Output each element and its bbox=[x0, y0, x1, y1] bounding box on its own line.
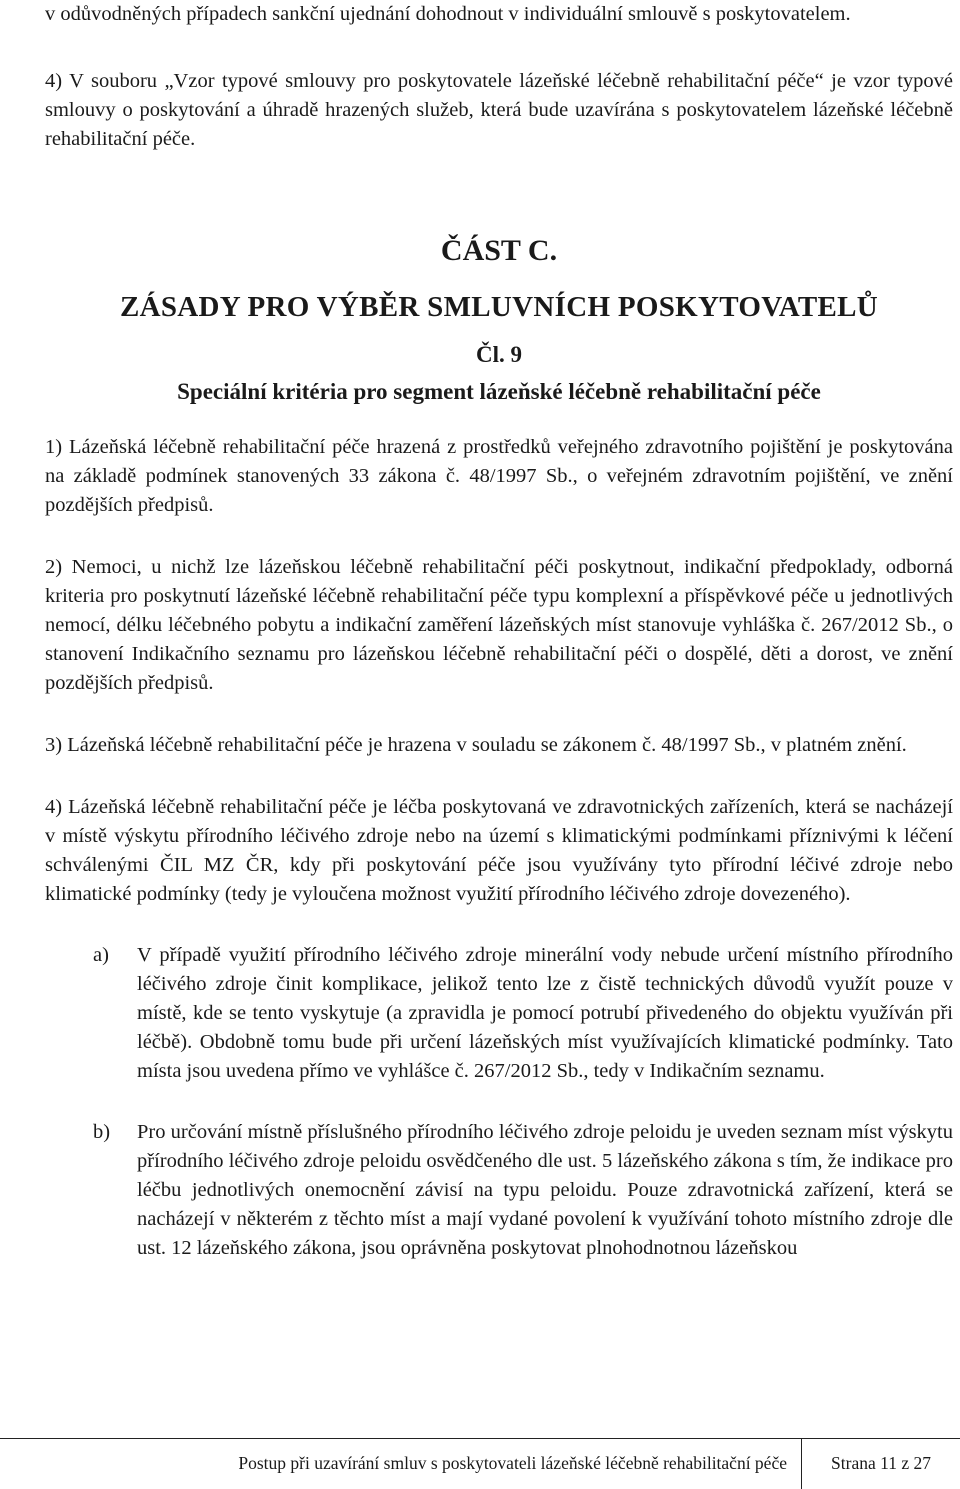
article-number: Čl. 9 bbox=[476, 342, 522, 367]
sub-item-b bbox=[93, 1118, 953, 1263]
sub-item-text: Pro určování místně příslušného přírodního léčivého zdroje peloidu je uveden seznam míst výskytu přírodního léčivého zdroje peloidu osvědčeného dle ust. 5 lázeňského zákona s tím, že indikace pro léčbu jednotlivých onemocnění závisí na typu peloidu. Pouze zdravotnická zařízení, která se nacházejí v některém z těchto míst a mají vydané povolení k využívání tohoto místního zdroje dle ust. 12 lázeňského zákona, jsou oprávněna poskytovat plnohodnotnou lázeňskou bbox=[137, 1121, 953, 1259]
paragraph-3: 3) Lázeňská léčebně rehabilitační péče je hrazena v souladu se zákonem č. 48/1997 Sb., v platném znění. bbox=[45, 734, 907, 756]
part-title: ČÁST C. bbox=[440, 234, 558, 267]
paragraph-4: 4) Lázeňská léčebně rehabilitační péče je léčba poskytovaná ve zdravotnických zařízeních, která se nacházejí v místě výskytu přírodního léčivého zdroje nebo na území s klimatickými podmínkami příznivými k léčení schválenými ČIL MZ ČR, kdy při poskytování péče jsou využívány tyto přírodní léčivé zdroje nebo klimatické podmínky (tedy je vyloučena možnost využití přírodního léčivého zdroje dovezeného). bbox=[45, 796, 953, 905]
page-number: Strana 11 z 27 bbox=[831, 1453, 931, 1473]
paragraph-1: 1) Lázeňská léčebně rehabilitační péče hrazená z prostředků veřejného zdravotního pojištění je poskytována na základě podmínek stanovených 33 zákona č. 48/1997 Sb., o veřejném zdravotním pojištění, ve znění pozdějších předpisů. bbox=[45, 436, 953, 516]
sub-item-marker: b) bbox=[93, 1121, 111, 1143]
document-page bbox=[45, 0, 953, 1263]
part-subtitle: ZÁSADY PRO VÝBĚR SMLUVNÍCH POSKYTOVATELŮ bbox=[119, 291, 879, 323]
sub-item-marker: a) bbox=[93, 944, 109, 966]
sub-item-text: V případě využití přírodního léčivého zdroje minerální vody nebude určení místního přírodního léčivého zdroje činit komplikace, jelikož tento lze z čistě technických důvodů využít pouze v místě, kde se tento vyskytuje (a zpravidla je pomocí potrubí přivedeného do objektu využíván při léčbě). Obdobně tomu bude při určení lázeňských míst využívajících klimatické podmínky. Tato místa jsou uvedena přímo ve vyhlášce č. 267/2012 Sb., tedy v Indikačním seznamu. bbox=[137, 944, 953, 1082]
paragraph-2: 2) Nemoci, u nichž lze lázeňskou léčebně rehabilitační péči poskytnout, indikační předpoklady, odborná kriteria pro poskytnutí lázeňské léčebně rehabilitační péče typu komplexní a příspěvkové péče u jednotlivých nemocí, délku léčebného pobytu a indikační zaměření lázeňských míst stanovuje vyhláška č. 267/2012 Sb., o stanovení Indikačního seznamu pro lázeňskou léčebně rehabilitační péči o dospělé, děti a dorost, ve znění pozdějších předpisů. bbox=[45, 556, 953, 694]
sub-item-a bbox=[93, 941, 953, 1086]
footer-page-cell bbox=[802, 1439, 960, 1489]
footer-title-cell bbox=[0, 1439, 802, 1489]
paragraph-4-top: 4) V souboru „Vzor typové smlouvy pro poskytovatele lázeňské léčebně rehabilitační péče“ je vzor typové smlouvy o poskytování a úhradě hrazených služeb, která bude uzavírána s poskytovatelem lázeňské léčebně rehabilitační péče. bbox=[45, 70, 953, 150]
page-footer bbox=[0, 1438, 960, 1489]
continuation-paragraph: v odůvodněných případech sankční ujednání dohodnout v individuální smlouvě s poskytovatelem. bbox=[45, 3, 851, 25]
sub-item-list bbox=[93, 941, 953, 1263]
footer-title: Postup při uzavírání smluv s poskytovateli lázeňské léčebně rehabilitační péče bbox=[238, 1453, 787, 1473]
article-title: Speciální kritéria pro segment lázeňské léčebně rehabilitační péče bbox=[177, 379, 821, 404]
